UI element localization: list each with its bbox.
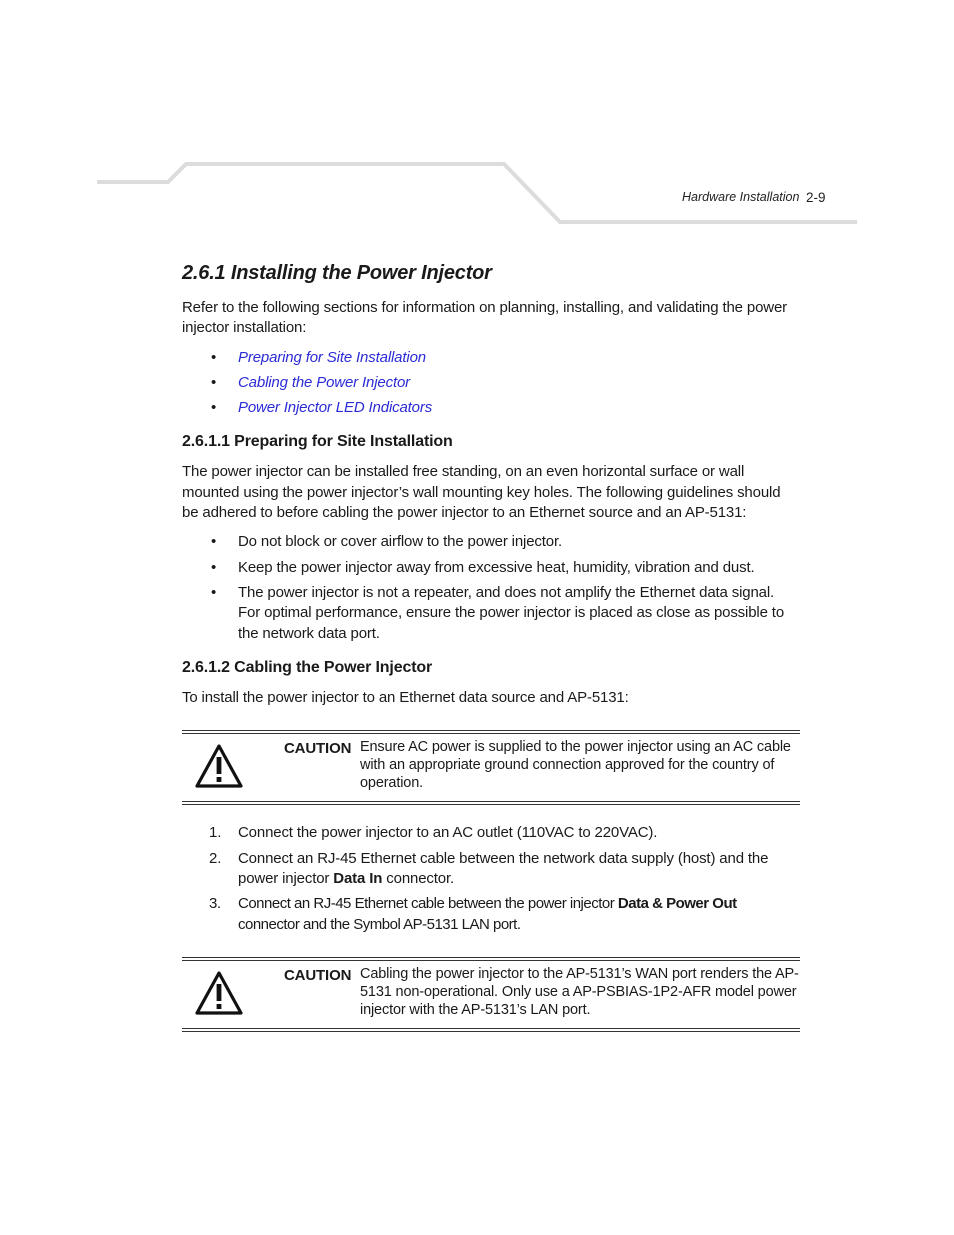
step-text: connector and the Symbol AP-5131 LAN port. (238, 915, 521, 933)
bullet-marker: • (211, 558, 217, 576)
guideline-text: Keep the power injector away from excessive heat, humidity, vibration and dust. (238, 558, 755, 576)
page-number: 2-9 (806, 190, 826, 205)
caution-box (182, 730, 800, 805)
list-item (182, 398, 800, 418)
step-number: 1. (209, 824, 222, 842)
subsection-heading-cabling: 2.6.1.2 Cabling the Power Injector (182, 658, 433, 676)
bullet-marker: • (211, 399, 217, 417)
list-item (182, 348, 800, 368)
list-item (182, 583, 800, 644)
bullet-marker: • (211, 373, 217, 391)
step-text: Connect an RJ-45 Ethernet cable between the power injector (238, 895, 618, 913)
section-link-list (182, 348, 800, 419)
list-item (182, 558, 800, 578)
caution-text: Cabling the power injector to the AP-5131’s WAN port renders the AP-5131 non-operational. Only use a AP-PSBIAS-1P2-AFR model power injector with the AP-5131’s LAN port. (360, 965, 799, 1018)
guideline-text: Do not block or cover airflow to the power injector. (238, 533, 563, 551)
step-text: Connect an RJ-45 Ethernet cable between the network data supply (host) and the power injector (238, 849, 769, 888)
list-item (182, 373, 800, 393)
subsection-heading-site-prep: 2.6.1.1 Preparing for Site Installation (182, 433, 453, 451)
connector-name: Data In (333, 870, 383, 888)
link-power-injector-led-indicators[interactable]: Power Injector LED Indicators (238, 399, 433, 417)
step-text: Connect the power injector to an AC outlet (110VAC to 220VAC). (238, 824, 658, 842)
page-content (182, 258, 800, 1050)
step-item (182, 823, 800, 843)
caution-label: CAUTION (284, 966, 352, 984)
caution-label: CAUTION (284, 740, 352, 758)
section-intro: Refer to the following sections for information on planning, installing, and validating the power injector installation: (182, 299, 787, 337)
caution-text: Ensure AC power is supplied to the power injector using an AC cable with an appropriate ground connection approved for the country of operation. (360, 739, 791, 791)
warning-icon (182, 739, 284, 795)
section-heading: 2.6.1 Installing the Power Injector (182, 262, 492, 284)
cabling-intro: To install the power injector to an Ethernet data source and AP-5131: (182, 688, 629, 706)
installation-steps (182, 823, 800, 934)
warning-icon (182, 966, 284, 1022)
guideline-list (182, 532, 800, 643)
step-number: 2. (209, 849, 222, 867)
guideline-text: The power injector is not a repeater, and does not amplify the Ethernet data signal. For optimal performance, ensure the power injector is placed as close as possible to the network data port. (238, 583, 785, 642)
connector-name: Data & Power Out (617, 895, 737, 913)
site-prep-intro: The power injector can be installed free standing, on an even horizontal surface or wall mounted using the power injector’s wall mounting key holes. The following guidelines should be adhered to before cabling the power injector to an Ethernet source and an AP-5131: (182, 463, 781, 522)
caution-box (182, 957, 800, 1032)
step-text: connector. (382, 870, 454, 888)
bullet-marker: • (211, 348, 217, 366)
bullet-marker: • (211, 533, 217, 551)
running-header-title: Hardware Installation (682, 190, 800, 204)
list-item (182, 532, 800, 552)
link-preparing-site-installation[interactable]: Preparing for Site Installation (238, 348, 426, 366)
link-cabling-power-injector[interactable]: Cabling the Power Injector (238, 373, 411, 391)
step-item (182, 894, 800, 935)
bullet-marker: • (211, 583, 217, 601)
step-item (182, 849, 800, 890)
step-number: 3. (209, 895, 221, 913)
